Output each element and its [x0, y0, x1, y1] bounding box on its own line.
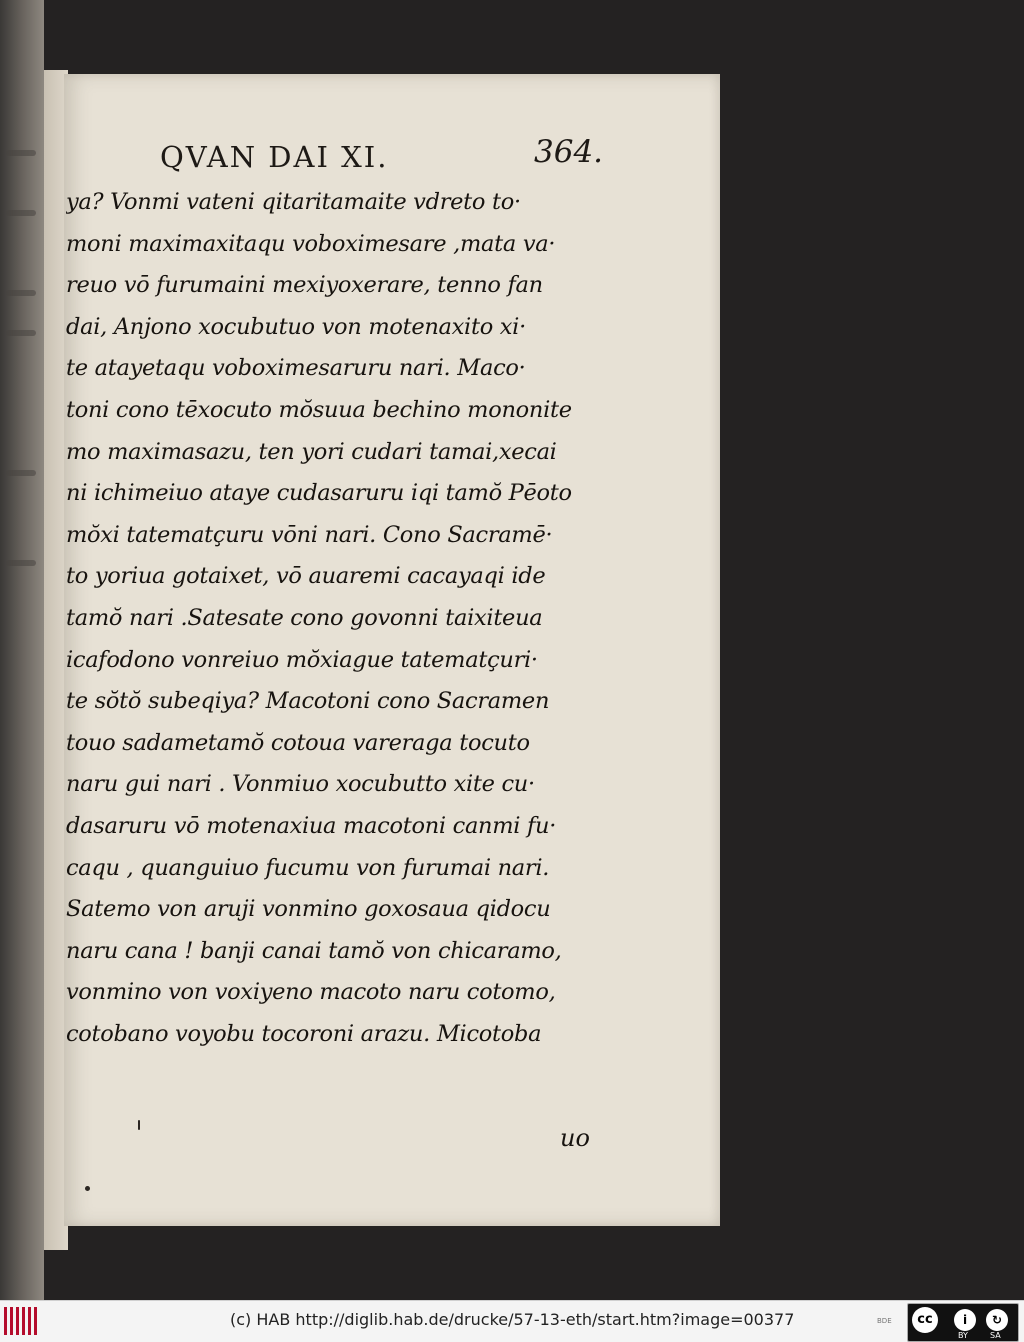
text-line: to yoriua gotaixet, vō auaremi cacayaqi ide: [66, 563, 546, 590]
catchword: uo: [560, 1124, 590, 1152]
text-line: toni cono tēxocuto mŏsuua bechino mononite: [66, 396, 572, 423]
text-line: te sŏtŏ subeqiya? Macotoni cono Sacramen: [66, 688, 550, 715]
adjacent-page-mark: [6, 290, 36, 296]
text-line: cotobano voyobu tocoroni arazu. Micotoba: [66, 1020, 542, 1047]
footer-bar: [0, 1300, 1024, 1342]
ink-speck: [85, 1186, 90, 1191]
text-line: mŏxi tatematçuru vōni nari. Cono Sacramē·: [66, 521, 553, 548]
adjacent-page-sliver: [0, 0, 44, 1300]
copyright-link[interactable]: (c) HAB http://diglib.hab.de/drucke/57-13-eth/start.htm?image=00377: [230, 1310, 795, 1329]
attribution-icon: i: [954, 1309, 976, 1331]
adjacent-page-mark: [6, 470, 36, 476]
sa-label: SA: [990, 1331, 1001, 1340]
text-line: ni ichimeiuo ataye cudasaruru iqi tamŏ Pēoto: [66, 480, 572, 507]
adjacent-page-mark: [6, 210, 36, 216]
text-line: reuo vō furumaini mexiyoxerare, tenno fan: [66, 272, 543, 299]
book-page: [64, 74, 720, 1226]
cc-license-badge[interactable]: [907, 1303, 1019, 1342]
text-line: vonmino von voxiyeno macoto naru cotomo,: [66, 979, 556, 1006]
by-label: BY: [958, 1331, 968, 1340]
running-head: QVAN DAI XI.: [160, 140, 389, 174]
ink-speck: [138, 1120, 140, 1130]
page-number: 364.: [534, 134, 604, 170]
text-line: dasaruru vō motenaxiua macotoni canmi fu·: [66, 812, 557, 839]
body-text: [66, 182, 598, 1055]
text-line: ya? Vonmi vateni qitaritamaite vdreto to·: [66, 189, 521, 215]
text-line: naru gui nari . Vonmiuo xocubutto xite cu·: [66, 771, 535, 798]
text-line: moni maximaxitaqu voboximesare ,mata va·: [66, 230, 556, 257]
text-line: Satemo von aruji vonmino goxosaua qidocu: [66, 896, 551, 923]
footer-small-text: BDE: [877, 1317, 892, 1325]
adjacent-page-mark: [6, 150, 36, 156]
text-line: icafodono vonreiuo mŏxiague tatematçuri·: [66, 646, 538, 673]
text-line: tamŏ nari .Satesate cono govonni taixiteua: [66, 604, 543, 631]
adjacent-page-mark: [6, 560, 36, 566]
share-alike-icon: ↻: [986, 1309, 1008, 1331]
hab-logo-icon: [4, 1307, 40, 1335]
text-line: touo sadametamŏ cotoua vareraga tocuto: [66, 729, 530, 756]
text-line: caqu , quanguiuo fucumu von furumai nari.: [66, 854, 550, 881]
text-line: naru cana ! banji canai tamŏ von chicaramo,: [66, 937, 562, 964]
text-line: dai, Anjono xocubutuo von motenaxito xi·: [66, 313, 526, 340]
adjacent-page-mark: [6, 330, 36, 336]
text-line: mo maximasazu, ten yori cudari tamai,xecai: [66, 438, 557, 465]
text-line: te atayetaqu voboximesaruru nari. Maco·: [66, 355, 526, 382]
cc-icon: cc: [912, 1307, 938, 1333]
